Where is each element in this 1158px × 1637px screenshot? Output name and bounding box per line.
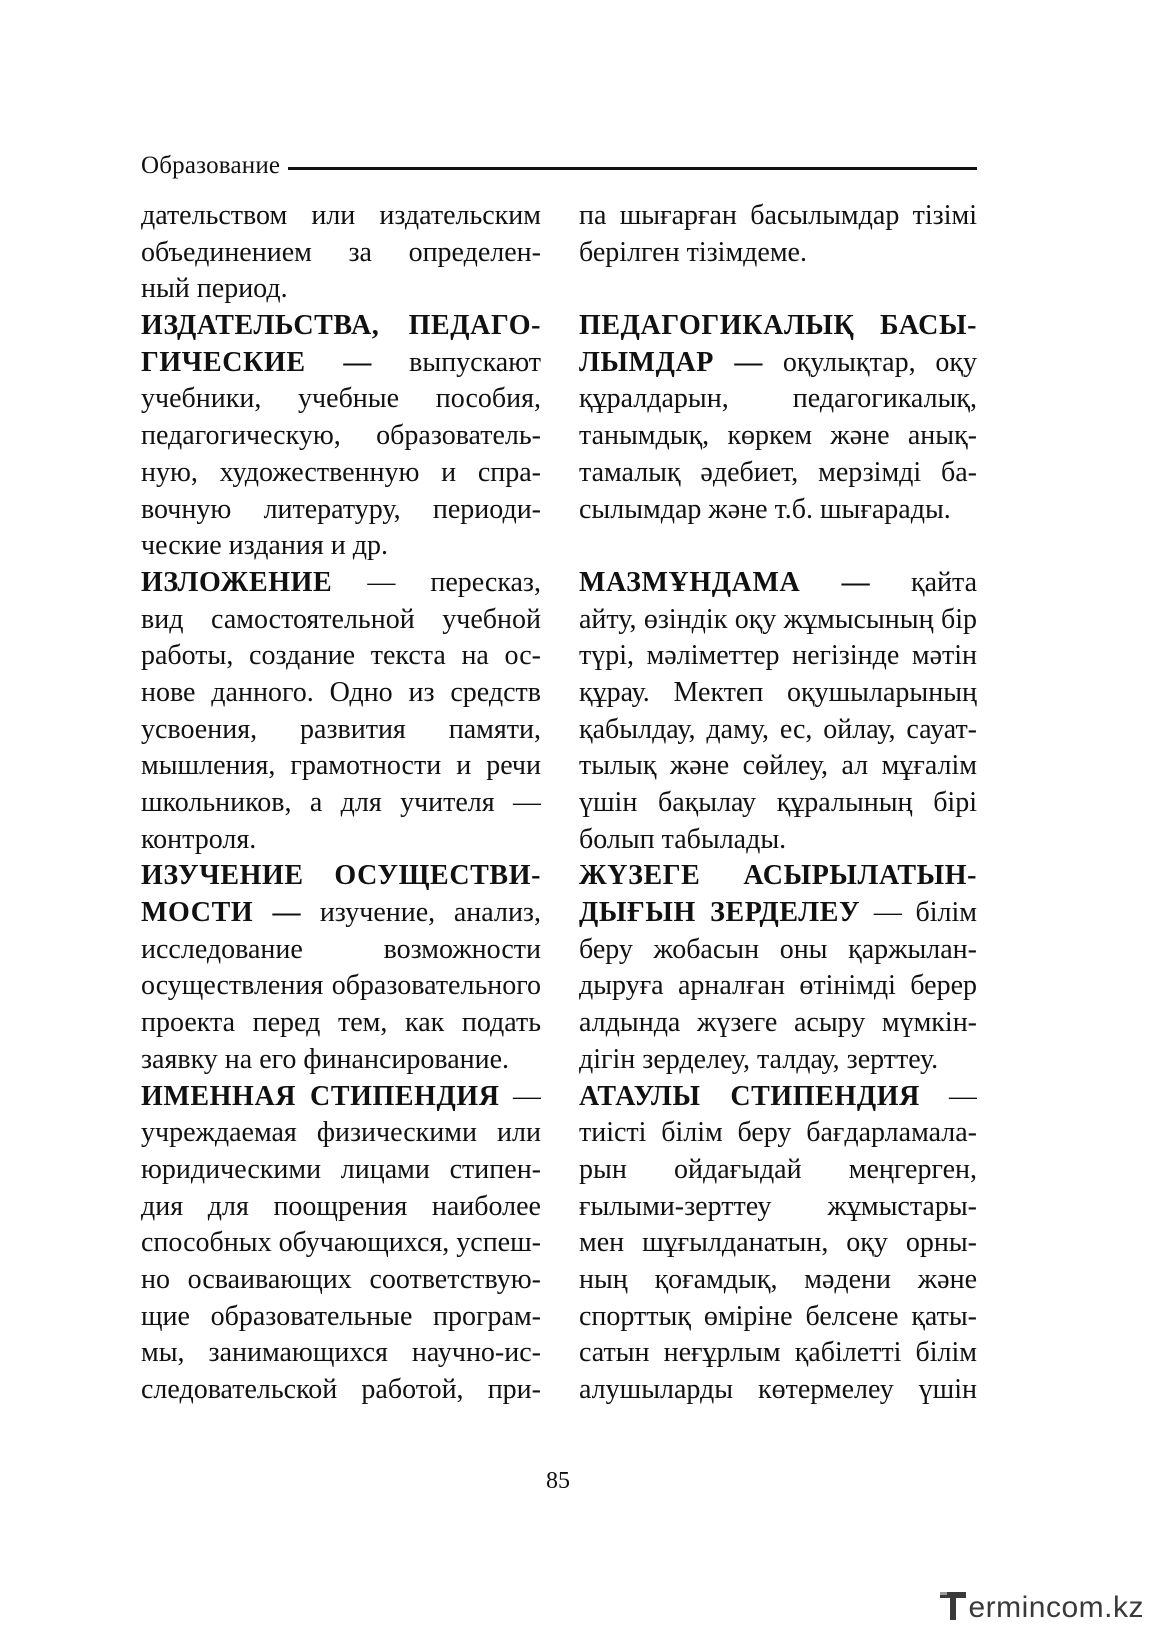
entry-text: сылымдар және т.б. шығарады. xyxy=(579,493,951,525)
text-line xyxy=(579,492,977,529)
entry-text: исследование возможности xyxy=(141,933,541,965)
text-line xyxy=(141,1042,541,1079)
text-line xyxy=(141,932,541,969)
paragraph-gap xyxy=(579,271,977,308)
left-column xyxy=(141,198,541,1409)
text-line xyxy=(579,308,977,345)
text-line xyxy=(141,1079,541,1116)
entry-text: ческие издания и др. xyxy=(141,530,388,562)
text-line xyxy=(579,895,977,932)
watermark-text: ermincom.kz xyxy=(968,1591,1144,1624)
text-line xyxy=(579,712,977,749)
text-line xyxy=(141,638,541,675)
entry-text: — пересказ, xyxy=(332,566,541,598)
entry-text: құралдарын, педагогикалық, xyxy=(579,383,977,415)
text-line xyxy=(141,968,541,1005)
entry-text: усвоения, развития памяти, xyxy=(141,713,541,745)
text-line xyxy=(579,822,977,859)
text-line xyxy=(141,895,541,932)
entry-text: айту, өзіндік оқу жұмысының бір xyxy=(579,603,977,635)
entry-text: вочную литературу, периоди- xyxy=(141,493,541,525)
entry-term: ГИЧЕСКИЕ — xyxy=(141,346,372,378)
text-line xyxy=(579,858,977,895)
text-line xyxy=(579,418,977,455)
entry-text: мен шұғылданатын, оқу орны- xyxy=(579,1227,977,1259)
entry-text: тамалық әдебиет, мерзімді ба- xyxy=(579,456,977,488)
entry-text: проекта перед тем, как подать xyxy=(141,1007,541,1039)
entry-text: тылық және сөйлеу, ал мұғалім xyxy=(579,750,977,782)
text-line xyxy=(141,271,541,308)
entry-text: изучение, анализ, xyxy=(301,897,541,929)
text-line xyxy=(579,675,977,712)
entry-text: мы, занимающихся научно-ис- xyxy=(141,1337,541,1369)
entry-text: дательством или издательским xyxy=(141,200,541,231)
text-line xyxy=(579,638,977,675)
text-line xyxy=(579,565,977,602)
text-line xyxy=(579,785,977,822)
entry-text: работы, создание текста на ос- xyxy=(141,640,541,672)
text-line xyxy=(141,1152,541,1189)
entry-term: МАЗМҰНДАМА — xyxy=(579,566,871,598)
entry-text: осуществления образовательного xyxy=(141,970,541,1002)
text-line xyxy=(579,602,977,639)
text-line xyxy=(141,748,541,785)
entry-text: беру жобасын оны қаржылан- xyxy=(579,933,977,965)
entry-term: ПЕДАГОГИКАЛЫҚ БАСЫ- xyxy=(579,310,977,342)
entry-text: ның қоғамдық, мәдени және xyxy=(579,1263,977,1295)
entry-text: — xyxy=(919,1080,977,1112)
text-line xyxy=(579,345,977,382)
entry-text: учебники, учебные пособия, xyxy=(141,383,541,415)
text-line xyxy=(579,381,977,418)
text-line xyxy=(579,1262,977,1299)
entry-text: ғылыми-зерттеу жұмыстары- xyxy=(579,1190,977,1222)
entry-text: — xyxy=(499,1080,541,1112)
entry-text: болып табылады. xyxy=(579,823,787,855)
entry-text: объединением за определен- xyxy=(141,236,541,268)
entry-text: рын ойдағыдай меңгерген, xyxy=(579,1153,977,1185)
text-line xyxy=(579,1042,977,1079)
entry-term: АТАУЛЫ СТИПЕНДИЯ xyxy=(579,1080,920,1112)
entry-text: спорттық өміріне белсене қаты- xyxy=(579,1300,977,1332)
paragraph-gap xyxy=(579,528,977,565)
text-line xyxy=(579,1152,977,1189)
text-line xyxy=(141,712,541,749)
entry-text: тиісті білім беру бағдарламала- xyxy=(579,1117,977,1149)
termincom-logo-icon xyxy=(938,1589,968,1623)
running-head xyxy=(141,148,977,184)
text-line xyxy=(141,822,541,859)
text-line xyxy=(141,1115,541,1152)
entry-text: ный период. xyxy=(141,273,288,305)
text-line xyxy=(579,235,977,272)
entry-term: ДЫҒЫН ЗЕРДЕЛЕУ xyxy=(579,897,861,929)
entry-text: заявку на его финансирование. xyxy=(141,1043,510,1075)
entry-text: школьников, а для учителя — xyxy=(141,787,541,818)
entry-text: способных обучающихся, успеш- xyxy=(141,1227,541,1259)
entry-term: МОСТИ — xyxy=(141,897,302,929)
entry-text: педагогическую, образователь- xyxy=(141,420,541,452)
text-line xyxy=(141,602,541,639)
entry-term: ЛЫМДАР — xyxy=(579,346,763,378)
text-line xyxy=(141,785,541,822)
entry-text: сатын неғұрлым қабілетті білім xyxy=(579,1337,977,1369)
entry-text: па шығарған басылымдар тізімі xyxy=(579,200,977,231)
watermark xyxy=(938,1589,1144,1623)
entry-text: юридическими лицами стипен- xyxy=(141,1153,541,1185)
text-line xyxy=(579,1115,977,1152)
text-line xyxy=(141,418,541,455)
entry-text: дыруға арналған өтінімді берер xyxy=(579,970,977,1002)
entry-text: — білім xyxy=(860,897,977,929)
entry-text: контроля. xyxy=(141,823,257,855)
text-line xyxy=(141,1299,541,1336)
text-line xyxy=(579,1189,977,1226)
entry-text: қайта xyxy=(870,566,977,598)
text-line xyxy=(141,455,541,492)
entry-text: учреждаемая физическими или xyxy=(141,1117,541,1149)
text-line xyxy=(141,492,541,529)
entry-text: берілген тізімдеме. xyxy=(579,236,807,268)
entry-text: танымдық, көркем және анық- xyxy=(579,420,977,452)
entry-text: нове данного. Одно из средств xyxy=(141,676,541,708)
entry-text: дия для поощрения наиболее xyxy=(141,1190,541,1222)
entry-text: оқулықтар, оқу xyxy=(763,346,977,378)
text-line xyxy=(141,1225,541,1262)
section-title: Образование xyxy=(141,152,281,179)
text-line xyxy=(579,1079,977,1116)
text-line xyxy=(579,1299,977,1336)
entry-term: ИЗУЧЕНИЕ ОСУЩЕСТВИ- xyxy=(141,860,541,892)
text-line xyxy=(579,198,977,235)
text-line xyxy=(141,381,541,418)
entry-term: ИЗДАТЕЛЬСТВА, ПЕДАГО- xyxy=(141,310,541,342)
entry-term: ИМЕННАЯ СТИПЕНДИЯ xyxy=(141,1080,500,1112)
entry-term: ИЗЛОЖЕНИЕ xyxy=(141,566,333,598)
entry-text: щие образовательные програм- xyxy=(141,1300,541,1332)
header-rule xyxy=(288,167,977,170)
text-line xyxy=(141,198,541,235)
entry-text: ную, художественную и спра- xyxy=(141,456,541,488)
text-line xyxy=(141,308,541,345)
entry-text: түрі, мәліметтер негізінде мәтін xyxy=(579,640,977,672)
text-line xyxy=(141,675,541,712)
entry-text: алдында жүзеге асыру мүмкін- xyxy=(579,1007,977,1039)
entry-text: дігін зерделеу, талдау, зерттеу. xyxy=(579,1043,939,1075)
page-number: 85 xyxy=(546,1468,570,1494)
entry-text: но осваивающих соответствую- xyxy=(141,1263,541,1295)
text-line xyxy=(141,1005,541,1042)
entry-text: қабылдау, даму, ес, ойлау, сауат- xyxy=(579,713,977,745)
text-line xyxy=(579,1225,977,1262)
text-line xyxy=(141,235,541,272)
entry-term: ЖҮЗЕГЕ АСЫРЫЛАТЫН- xyxy=(579,860,977,892)
entry-text: үшін бақылау құралының бірі xyxy=(579,787,977,818)
text-line xyxy=(579,1335,977,1372)
text-line xyxy=(579,455,977,492)
text-line xyxy=(141,345,541,382)
text-line xyxy=(141,1372,541,1409)
text-line xyxy=(141,1189,541,1226)
text-line xyxy=(141,528,541,565)
text-line xyxy=(141,1262,541,1299)
text-line xyxy=(141,565,541,602)
right-column xyxy=(579,198,977,1409)
text-line xyxy=(141,1335,541,1372)
text-line xyxy=(579,748,977,785)
text-line xyxy=(579,1005,977,1042)
entry-text: следовательской работой, при- xyxy=(141,1374,541,1405)
entry-text: вид самостоятельной учебной xyxy=(141,603,541,635)
entry-text: құрау. Мектеп оқушыларының xyxy=(579,676,977,708)
entry-text: мышления, грамотности и речи xyxy=(141,750,541,782)
entry-text: выпускают xyxy=(371,346,541,378)
text-line xyxy=(579,932,977,969)
text-line xyxy=(141,858,541,895)
text-line xyxy=(579,1372,977,1409)
entry-text: алушыларды көтермелеу үшін xyxy=(579,1374,977,1405)
text-line xyxy=(579,968,977,1005)
